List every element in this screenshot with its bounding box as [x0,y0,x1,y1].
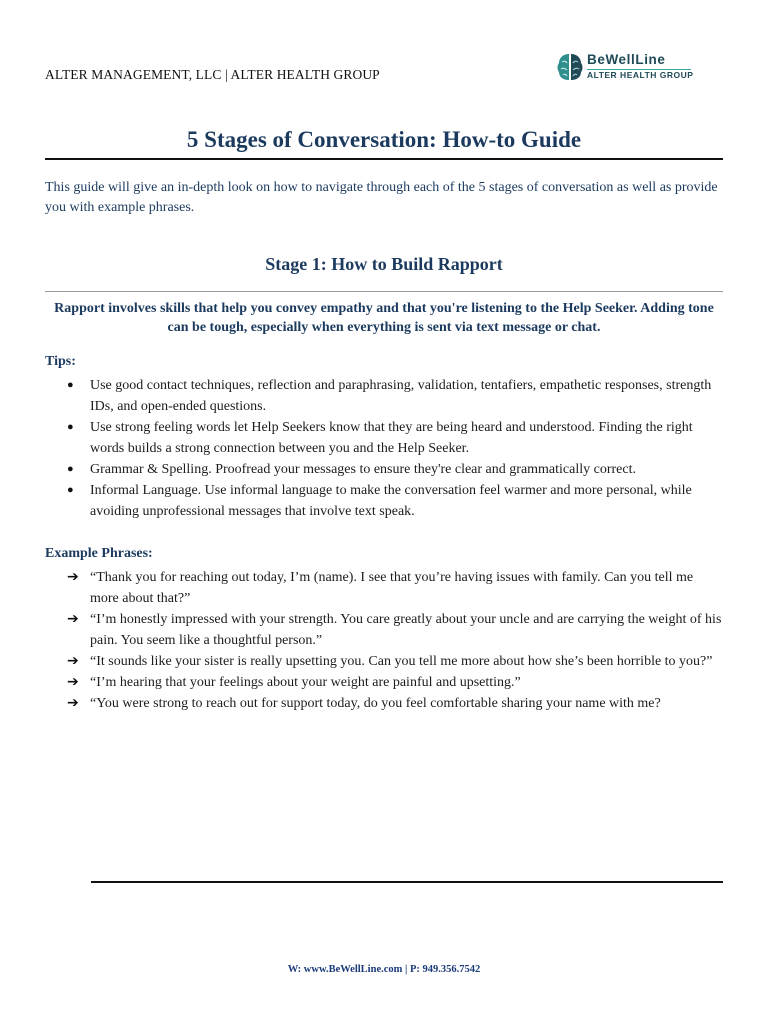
list-item [45,672,725,693]
list-item [45,651,725,672]
stage-divider [45,291,723,292]
page-title: 5 Stages of Conversation: How-to Guide [186,127,582,152]
stage-heading: Stage 1: How to Build Rapport [265,254,503,274]
list-item [45,693,725,714]
examples-list [45,567,725,714]
footer-contact: W: www.BeWellLine.com | P: 949.356.7542 [287,964,481,975]
bullet-dot-icon: ● [67,421,74,433]
stage-summary: Rapport involves skills that help you convey empathy and that you're listening to the Help Seeker. Adding tone can be tough, especially when everything is sent via text message or chat. [54,301,714,335]
examples-label: Example Phrases: [45,546,153,561]
list-item [45,480,725,522]
example-text: “Thank you for reaching out today, I’m (name). I see that you’re having issues with family. Can you tell me more about that?” [90,570,694,606]
list-item [45,417,725,459]
bullet-dot-icon: ● [67,463,74,475]
header-org-name: ALTER MANAGEMENT, LLC | ALTER HEALTH GROUP [45,67,380,82]
arrow-right-icon: ➔ [67,674,79,690]
arrow-right-icon: ➔ [67,569,79,585]
bullet-dot-icon: ● [67,379,74,391]
arrow-right-icon: ➔ [67,611,79,627]
tip-text: Use strong feeling words let Help Seekers know that they are being heard and understood. Finding the right words builds a strong connection between you and the Help Seeker. [90,420,693,456]
footer-divider [91,881,723,883]
brain-icon [556,52,584,82]
tips-list [45,375,725,522]
bewellline-logo [556,52,706,84]
bullet-dot-icon: ● [67,484,74,496]
tip-text: Use good contact techniques, reflection and paraphrasing, validation, tentafiers, empathetic responses, strength IDs, and open-ended questions. [90,378,712,414]
tip-text: Grammar & Spelling. Proofread your messages to ensure they're clear and grammatically correct. [90,462,636,477]
tip-text: Informal Language. Use informal language to make the conversation feel warmer and more personal, while avoiding unprofessional messages that involve text speak. [90,483,692,519]
logo-name: BeWellLine [587,52,666,67]
list-item [45,375,725,417]
example-text: “I’m hearing that your feelings about your weight are painful and upsetting.” [90,675,521,690]
example-text: “I’m honestly impressed with your strength. You care greatly about your uncle and are carrying the weight of his pain. You seem like a thoughtful person.” [90,612,722,648]
example-text: “You were strong to reach out for support today, do you feel comfortable sharing your name with me? [90,696,661,711]
tips-label: Tips: [45,354,76,369]
title-divider [45,158,723,160]
arrow-right-icon: ➔ [67,653,79,669]
list-item [45,459,725,480]
intro-paragraph: This guide will give an in-depth look on how to navigate through each of the 5 stages of conversation as well as provide you with example phrases. [45,180,718,215]
example-text: “It sounds like your sister is really upsetting you. Can you tell me more about how she’s been horrible to you?” [90,654,713,669]
list-item [45,609,725,651]
logo-subtitle: ALTER HEALTH GROUP [587,70,694,80]
arrow-right-icon: ➔ [67,695,79,711]
list-item [45,567,725,609]
